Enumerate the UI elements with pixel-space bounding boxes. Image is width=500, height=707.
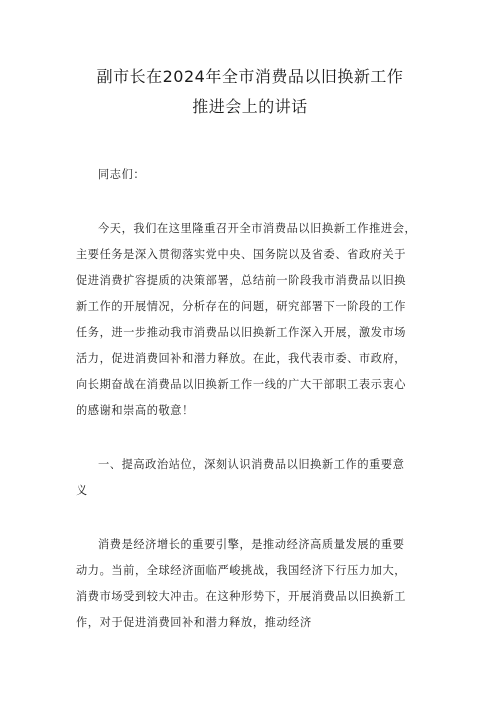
paragraph-2-line: 消费市场受到较大冲击。在这种形势下，开展消费品以旧换新工: [76, 590, 407, 603]
paragraph-1-line: 新工作的开展情况，分析存在的问题，研究部署下一阶段的工作: [76, 300, 407, 313]
paragraph-1-line: 今天，我们在这里隆重召开全市消费品以旧换新工作推进会，: [98, 222, 417, 235]
paragraph-1-line: 任务，进一步推动我市消费品以旧换新工作深入开展，激发市场: [76, 326, 407, 339]
paragraph-1-line: 的感谢和崇高的敬意！: [76, 404, 194, 417]
document-title-line-1: 副市长在2024年全市消费品以旧换新工作: [96, 67, 404, 86]
paragraph-1-line: 活力，促进消费回补和潜力释放。在此，我代表市委、市政府，: [76, 352, 407, 365]
paragraph-2-line: 作，对于促进消费回补和潜力释放，推动经济: [76, 616, 312, 629]
paragraph-2-line: 消费是经济增长的重要引擎，是推动经济高质量发展的重要: [98, 538, 405, 551]
section-heading-line: 义: [76, 484, 88, 497]
paragraph-1-line: 向长期奋战在消费品以旧换新工作一线的广大干部职工表示衷心: [76, 378, 407, 391]
paragraph-2-line: 动力。当前，全球经济面临严峻挑战，我国经济下行压力加大，: [76, 564, 407, 577]
section-heading-line: 一、提高政治站位，深刻认识消费品以旧换新工作的重要意: [98, 458, 405, 471]
document-title-line-2: 推进会上的讲话: [192, 97, 308, 116]
paragraph-1-line: 促进消费扩容提质的决策部署，总结前一阶段我市消费品以旧换: [76, 274, 407, 287]
salutation: 同志们：: [98, 168, 146, 181]
paragraph-1-line: 主要任务是深入贯彻落实党中央、国务院以及省委、省政府关于: [76, 248, 407, 261]
